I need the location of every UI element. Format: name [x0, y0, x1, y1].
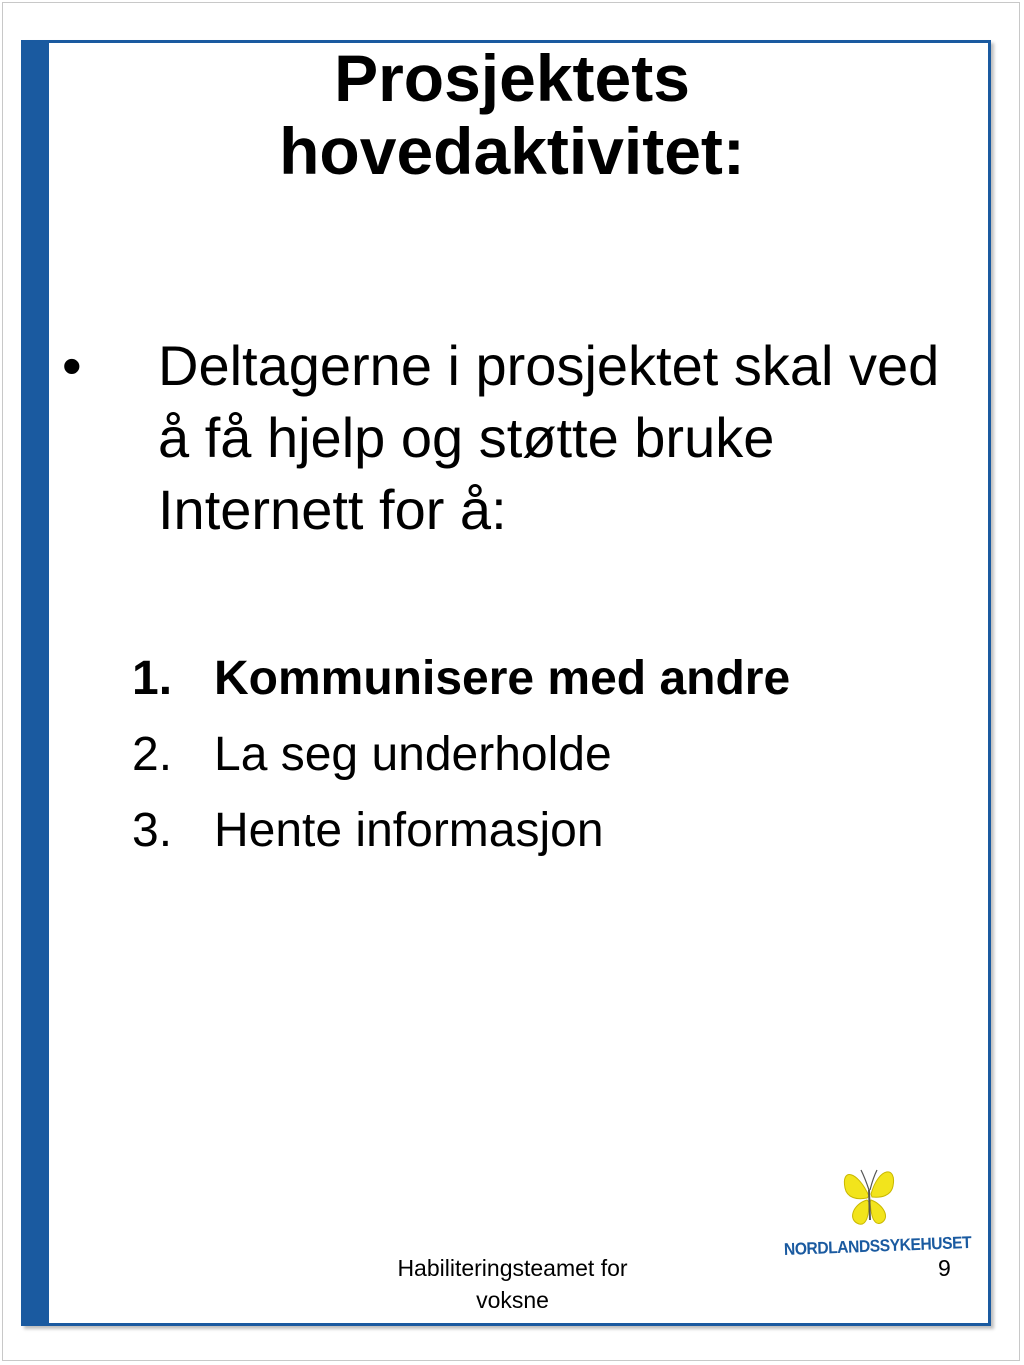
footer-line-1: Habiliteringsteamet for [397, 1255, 628, 1281]
title-line-2: hovedaktivitet: [279, 114, 745, 188]
list-item-number: 2. [132, 728, 173, 781]
footer-text [360, 1252, 665, 1316]
list-item-number: 3. [132, 804, 173, 857]
page-number: 9 [938, 1255, 951, 1281]
list-item-text: Kommunisere med andre [214, 652, 791, 705]
logo-text: NORDLANDSSYKEHUSET [783, 1232, 972, 1259]
list-item-text: La seg underholde [214, 728, 612, 781]
title-line-1: Prosjektets [334, 41, 690, 115]
list-item-text: Hente informasjon [214, 804, 604, 857]
list-item [132, 645, 972, 721]
butterfly-icon [839, 1160, 899, 1230]
bullet-text: Deltagerne i prosjektet skal ved å få hjelp og støtte bruke Internett for å: [158, 334, 940, 541]
bullet-mark: • [62, 334, 82, 397]
footer-line-2: voksne [476, 1287, 549, 1313]
list-item [132, 797, 972, 873]
numbered-list [132, 645, 972, 873]
list-item-number: 1. [132, 652, 173, 705]
list-item [132, 721, 972, 797]
hospital-logo [783, 1160, 972, 1270]
slide-title [0, 42, 1024, 188]
